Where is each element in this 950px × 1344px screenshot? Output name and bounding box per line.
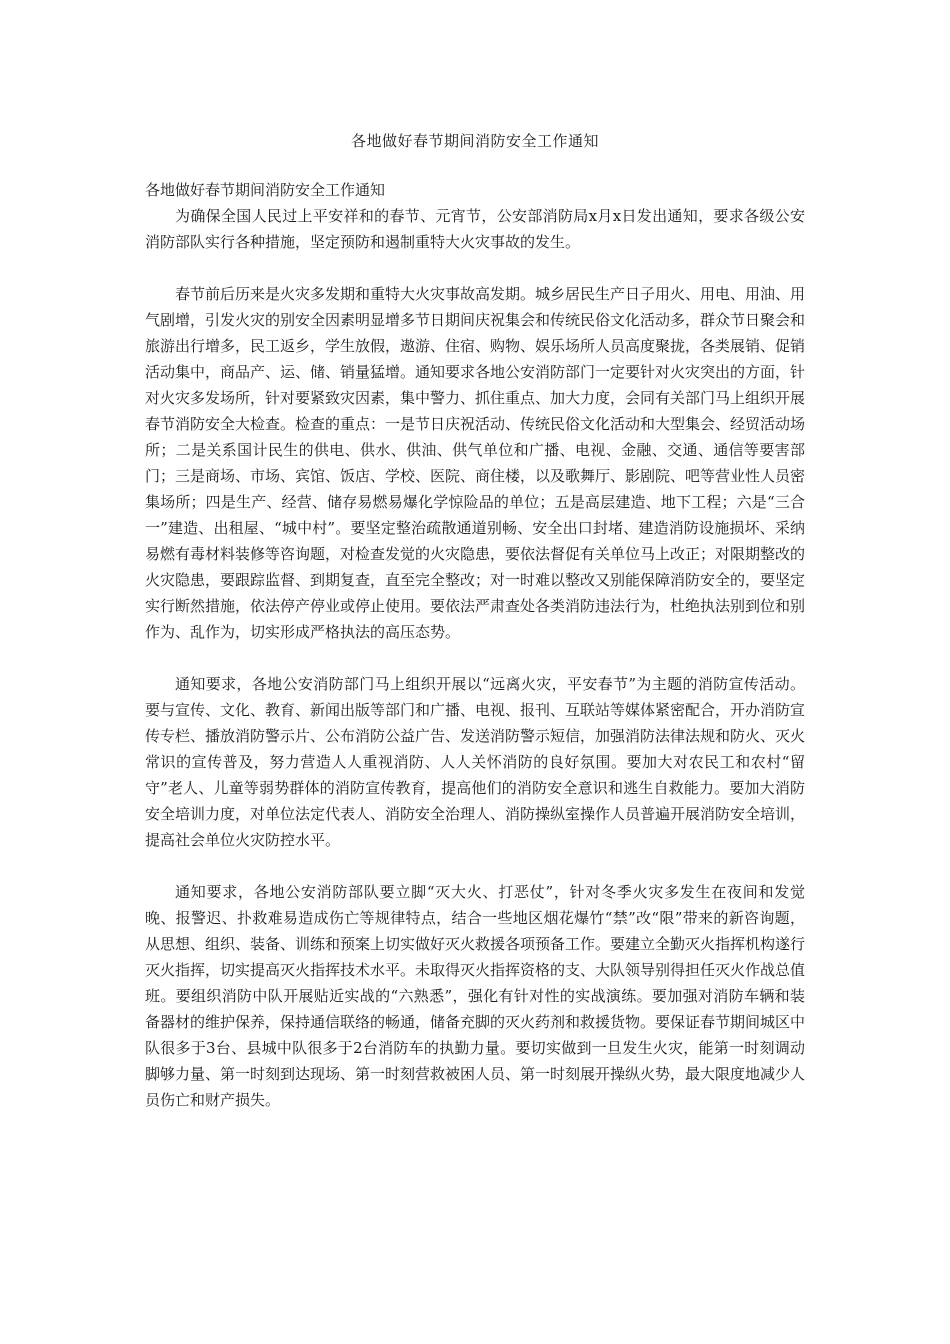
paragraph-intro: 为确保全国人民过上平安祥和的春节、元宵节，公安部消防局x月x日发出通知，要求各级公安消防部队实行各种措施，坚定预防和遏制重特大火灾事故的发生。 (145, 207, 805, 251)
document-title: 各地做好春节期间消防安全工作通知 (350, 132, 599, 150)
document-subtitle: 各地做好春节期间消防安全工作通知 (145, 181, 386, 199)
paragraph-inspection: 春节前后历来是火灾多发期和重特大火灾事故高发期。城乡居民生产日子用火、用电、用油、用气剧增，引发火灾的别安全因素明显增多节日期间庆祝集会和传统民俗文化活动多，群众节日聚会和旅游出行增多，民工返乡，学生放假，遨游、住宿、购物、娱乐场所人员高度聚拢，各类展销、促销活动集中，商品产、运、储、销量猛增。通知要求各地公安消防部门一定要针对火灾突出的方面，针对火灾多发场所，针对要紧致灾因素，集中警力、抓住重点、加大力度，会同有关部门马上组织开展春节消防安全大检查。检查的重点：一是节日庆祝活动、传统民俗文化活动和大型集会、经贸活动场所；二是关系国计民生的供电、供水、供油、供气单位和广播、电视、金融、交通、通信等要害部门；三是商场、市场、宾馆、饭店、学校、医院、商住楼，以及歌舞厅、影剧院、吧等营业性人员密集场所；四是生产、经营、储存易燃易爆化学惊险品的单位；五是高层建造、地下工程；六是“三合一”建造、出租屋、“城中村”。要坚定整治疏散通道别畅、安全出口封堵、建造消防设施损坏、采纳易燃有毒材料装修等咨询题，对检查发觉的火灾隐患，要依法督促有关单位马上改正；对限期整改的火灾隐患，要跟踪监督、到期复查，直至完全整改；对一时难以整改又别能保障消防安全的，要坚定实行断然措施，依法停产停业或停止使用。要依法严肃查处各类消防违法行为，杜绝执法别到位和别作为、乱作为，切实形成严格执法的高压态势。 (145, 285, 806, 641)
document-body (145, 177, 805, 1113)
paragraph-publicity: 通知要求，各地公安消防部门马上组织开展以“远离火灾，平安春节”为主题的消防宣传活动。要与宣传、文化、教育、新闻出版等部门和广播、电视、报刊、互联站等媒体紧密配合，开办消防宣传专栏、播放消防警示片、公布消防公益广告、发送消防警示短信，加强消防法律法规和防火、灭火常识的宣传普及，努力营造人人重视消防、人人关怀消防的良好氛围。要加大对农民工和农村“留守”老人、儿童等弱势群体的消防宣传教育，提高他们的消防安全意识和逃生自救能力。要加大消防安全培训力度，对单位法定代表人、消防安全治理人、消防操纵室操作人员普遍开展消防安全培训，提高社会单位火灾防控水平。 (145, 675, 806, 849)
paragraph-firefighting-readiness: 通知要求，各地公安消防部队要立脚“灭大火、打恶仗”，针对冬季火灾多发生在夜间和发觉晚、报警迟、扑救难易造成伤亡等规律特点，结合一些地区烟花爆竹“禁”改“限”带来的新咨询题，从思想、组织、装备、训练和预案上切实做好灭火救援各项预备工作。要建立全勤灭火指挥机构遂行灭火指挥，切实提高灭火指挥技术水平。未取得灭火指挥资格的支、大队领导别得担任灭火作战总值班。要组织消防中队开展贴近实战的“六熟悉”，强化有针对性的实战演练。要加强对消防车辆和装备器材的维护保养，保持通信联络的畅通，储备充脚的灭火药剂和救援货物。要保证春节期间城区中队很多于3台、县城中队很多于2台消防车的执勤力量。要切实做到一旦发生火灾，能第一时刻调动脚够力量、第一时刻到达现场、第一时刻营救被困人员、第一时刻展开操纵火势，最大限度地减少人员伤亡和财产损失。 (145, 883, 806, 1109)
